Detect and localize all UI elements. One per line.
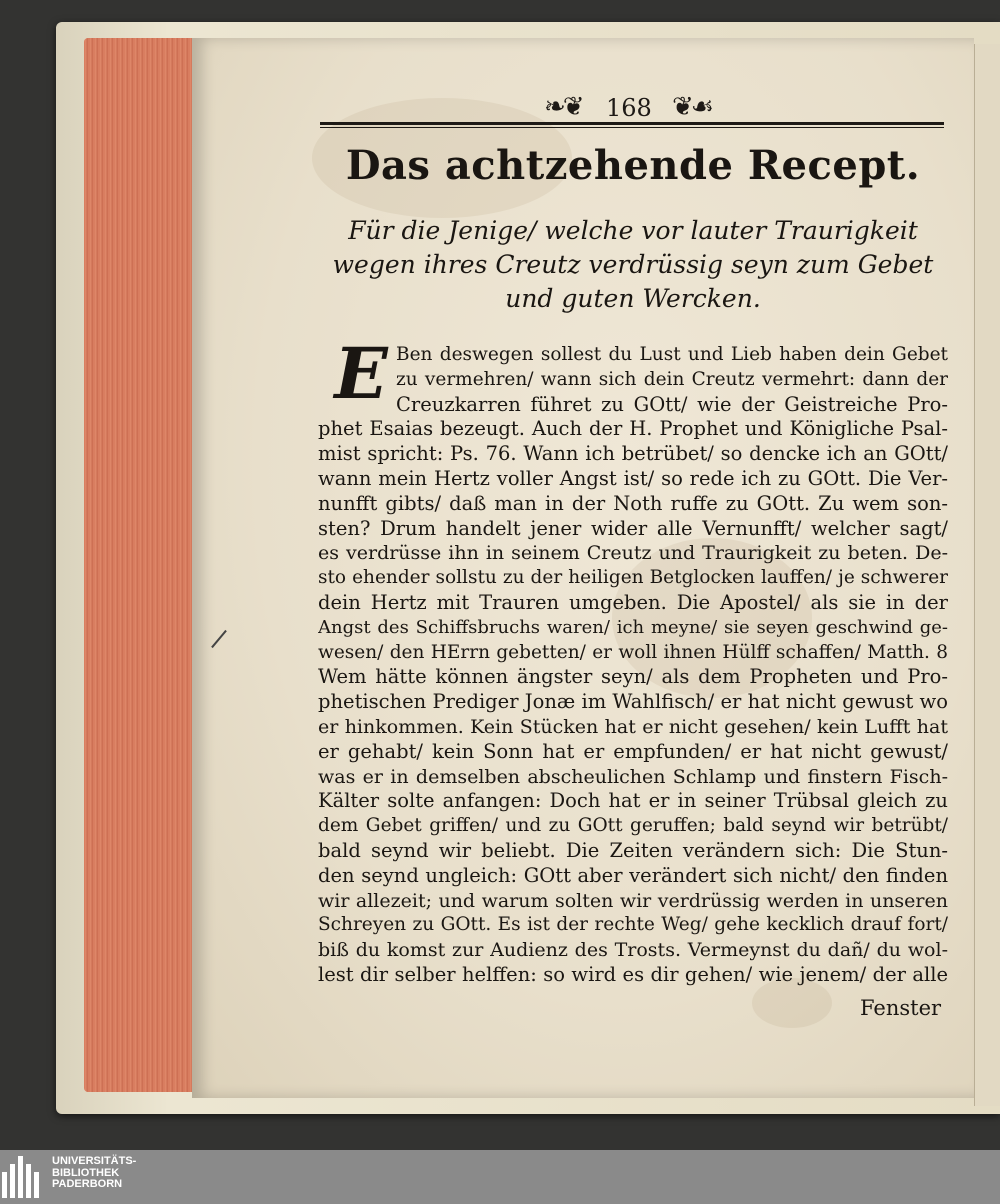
header-rule-thin — [320, 127, 944, 128]
text-line: Kälter solte anfangen: Doch hat er in seiner Trübsal gleich zu — [318, 789, 948, 813]
text-line: dem Gebet griffen/ und zu GOtt geruffen; bald seynd wir betrübt/ — [318, 815, 948, 837]
drop-cap: E — [334, 332, 388, 415]
library-name-line: BIBLIOTHEK — [52, 1166, 120, 1179]
text-line: Creuzkarren führet zu GOtt/ wie der Geistreiche Pro- — [396, 392, 948, 416]
text-line: wir allezeit; und warum solten wir verdrüssig werden in unseren — [318, 889, 948, 912]
page-edges-red — [84, 38, 204, 1092]
text-line: dein Hertz mit Trauren umgeben. Die Apostel/ als sie in der — [318, 591, 948, 614]
library-logo-icon — [2, 1156, 42, 1198]
text-line: sto ehender sollstu zu der heiligen Betglocken lauffen/ je schwerer — [318, 567, 948, 589]
chapter-subtitle — [320, 214, 946, 316]
text-line: mist spricht: Ps. 76. Wann ich betrübet/ so dencke ich an GOtt/ — [318, 442, 948, 466]
header-rule — [320, 122, 944, 125]
text-line: sten? Drum handelt jener wider alle Vernunfft/ welcher sagt/ — [318, 516, 948, 540]
page-number: 168 — [606, 94, 652, 122]
library-name-line: PADERBORN — [52, 1178, 123, 1190]
next-page-strip — [974, 44, 1000, 1106]
text-line: was er in demselben abscheulichen Schlamp und finstern Fisch- — [318, 765, 948, 788]
library-name — [52, 1156, 136, 1191]
text-line: Wem hätte können ängster seyn/ als dem Propheten und Pro- — [318, 665, 948, 689]
text-line: zu vermehren/ wann sich dein Creutz vermehrt: dann der — [396, 368, 948, 390]
text-line: den seynd ungleich: GOtt aber verändert sich nicht/ den finden — [318, 863, 948, 887]
text-line: phet Esaias bezeugt. Auch der H. Prophet und Königliche Psal- — [318, 417, 948, 441]
text-line: Angst des Schiffsbruchs waren/ ich meyne/ sie seyen geschwind ge- — [318, 616, 948, 638]
text-line: bald seynd wir beliebt. Die Zeiten verändern sich: Die Stun- — [318, 839, 948, 862]
subtitle-line: Für die Jenige/ welche vor lauter Traurigkeit — [348, 216, 918, 245]
subtitle-line: und guten Wercken. — [505, 284, 761, 313]
text-line: phetischen Prediger Jonæ im Wahlfisch/ er hat nicht gewust wo — [318, 690, 948, 714]
library-name-line: UNIVERSITÄTS- — [52, 1155, 137, 1167]
ornament-left-icon: ❧❦ — [544, 92, 582, 122]
text-line: wann mein Hertz voller Angst ist/ so rede ich zu GOtt. Die Ver- — [318, 467, 948, 490]
subtitle-line: wegen ihres Creutz verdrüssig seyn zum Gebet — [332, 250, 934, 279]
text-line: biß du komst zur Audienz des Trosts. Vermeynst du dañ/ du wol- — [318, 939, 948, 962]
text-line: wesen/ den HErrn gebetten/ er woll ihnen Hülff schaffen/ Matth. 8 — [318, 641, 948, 663]
library-footer — [0, 1150, 1000, 1204]
text-line: lest dir selber helffen: so wird es dir gehen/ wie jenem/ der alle — [318, 963, 948, 986]
text-line: es verdrüsse ihn in seinem Creutz und Traurigkeit zu beten. De- — [318, 542, 948, 565]
text-line: Schreyen zu GOtt. Es ist der rechte Weg/ gehe kecklich drauf fort/ — [318, 914, 948, 936]
text-line: nunfft gibts/ daß man in der Noth ruffe zu GOtt. Zu wem son- — [318, 491, 948, 515]
text-line: er gehabt/ kein Sonn hat er empfunden/ er hat nicht gewust/ — [318, 739, 948, 763]
ornament-right-icon: ❦☙ — [672, 92, 712, 122]
text-line: er hinkommen. Kein Stücken hat er nicht gesehen/ kein Lufft hat — [318, 716, 948, 738]
chapter-title: Das achtzehende Recept. — [345, 142, 921, 189]
catchword: Fenster — [860, 996, 942, 1020]
text-line: Ben deswegen sollest du Lust und Lieb haben dein Gebet — [396, 344, 948, 365]
